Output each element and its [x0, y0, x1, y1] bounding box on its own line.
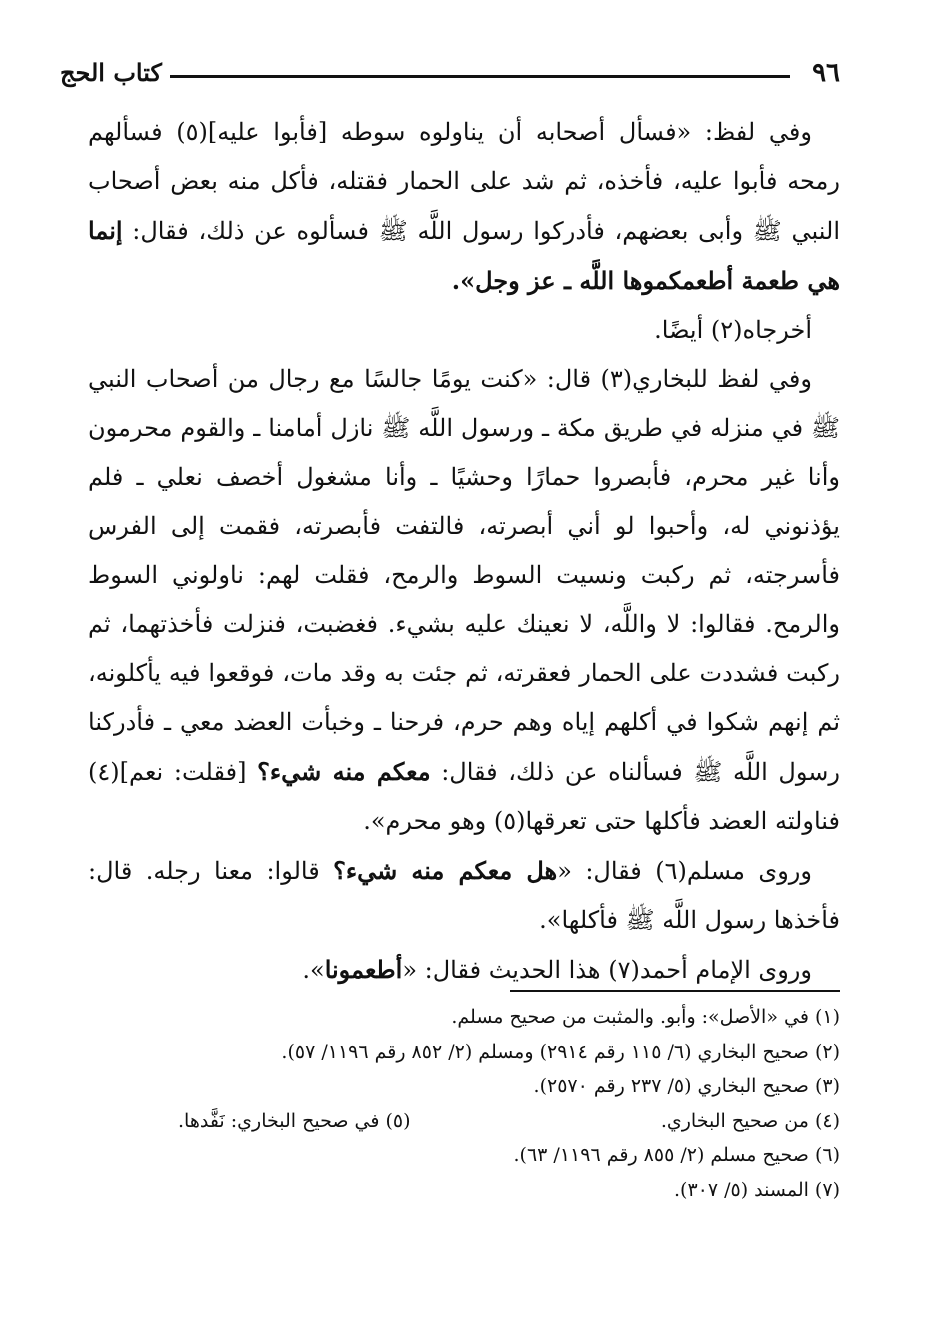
footnote-5: (٥) في صحيح البخاري: نَفَّدها. [178, 1109, 411, 1132]
footnote-1: (١) في «الأصل»: وأبو. والمثبت من صحيح مسلم. [451, 1006, 840, 1028]
book-title: كتاب الحج [60, 58, 162, 87]
paragraph-3 [88, 355, 840, 846]
footnotes [88, 1000, 840, 1207]
hadith-quote: هل معكم منه شيء؟ [333, 856, 558, 885]
page-number: ٩٦ [812, 58, 840, 88]
footnote-4: (٤) من صحيح البخاري. [660, 1109, 840, 1132]
paragraph-4 [88, 846, 840, 945]
paragraph-text: ». [302, 956, 325, 984]
paragraph-2: أخرجاه(٢) أيضًا. [654, 316, 812, 344]
paragraph-text: وروى الإمام أحمد(٧) هذا الحديث فقال: « [402, 956, 812, 984]
hadith-quote: إنما هي طعمة أطعمكموها اللَّه ـ عز وجل». [88, 216, 840, 295]
hadith-quote: أطعمونا [324, 955, 403, 984]
footnote-rule [510, 990, 840, 992]
paragraph-text: قالوا: معنا رجله. قال: فأخذها رسول اللَّه ﷺ فأكلها». [88, 857, 840, 934]
paragraph-5 [88, 945, 840, 995]
paragraph-1 [88, 108, 840, 306]
footnote-3: (٣) صحيح البخاري (٥/ ٢٣٧ رقم ٢٥٧٠). [533, 1075, 840, 1097]
paragraph-text: وفي لفظ: «فسأل أصحابه أن يناولوه سوطه [فأبوا عليه](٥) فسألهم رمحه فأبوا عليه، فأخذه، ثم شد على الحمار فقتله، فأكل منه بعض أصحاب النبي ﷺ وأبى بعضهم، فأدركوا رسول اللَّه ﷺ فسألوه عن ذلك، فقال: [88, 118, 840, 245]
page-header [60, 58, 840, 102]
header-rule [170, 75, 790, 78]
footnote-7: (٧) المسند (٥/ ٣٠٧). [673, 1178, 840, 1201]
footnote-6: (٦) صحيح مسلم (٢/ ٨٥٥ رقم ١١٩٦/ ٦٣). [513, 1144, 840, 1166]
main-text [88, 108, 840, 995]
paragraph-text: [فقلت: نعم](٤) فناولته العضد فأكلها حتى تعرقها(٥) وهو محرم». [88, 758, 840, 835]
hadith-quote: معكم منه شيء؟ [257, 757, 431, 786]
paragraph-text: وروى مسلم(٦) فقال: « [557, 857, 812, 885]
footnote-2: (٢) صحيح البخاري (٦/ ١١٥ رقم ٢٩١٤) ومسلم (٢/ ٨٥٢ رقم ١١٩٦/ ٥٧). [281, 1040, 840, 1063]
footnote-row [88, 1104, 840, 1139]
paragraph-text: وفي لفظ للبخاري(٣) قال: «كنت يومًا جالسًا مع رجال من أصحاب النبي ﷺ في منزله في طريق مكة ـ ورسول اللَّه ﷺ نازل أمامنا ـ والقوم محرمون وأنا غير محرم، فأبصروا حمارًا وحشيًا ـ وأنا مشغول أخصف نعلي ـ فلم يؤذنوني له، وأحبوا لو أني أبصرته، فالتفت فأبصرته، فقمت إلى الفرس فأسرجته، ثم ركبت ونسيت السوط والرمح، فقلت لهم: ناولوني السوط والرمح. فقالوا: لا واللَّه، لا نعينك عليه بشيء. فغضبت، فنزلت فأخذتهما، ثم ركبت فشددت على الحمار فعقرته، ثم جئت به وقد مات، فوقعوا فيه يأكلونه، ثم إنهم شكوا في أكلهم إياه وهم حرم، فرحنا ـ وخبأت العضد معي ـ فأدركنا رسول اللَّه ﷺ فسألناه عن ذلك، فقال: [88, 365, 840, 786]
